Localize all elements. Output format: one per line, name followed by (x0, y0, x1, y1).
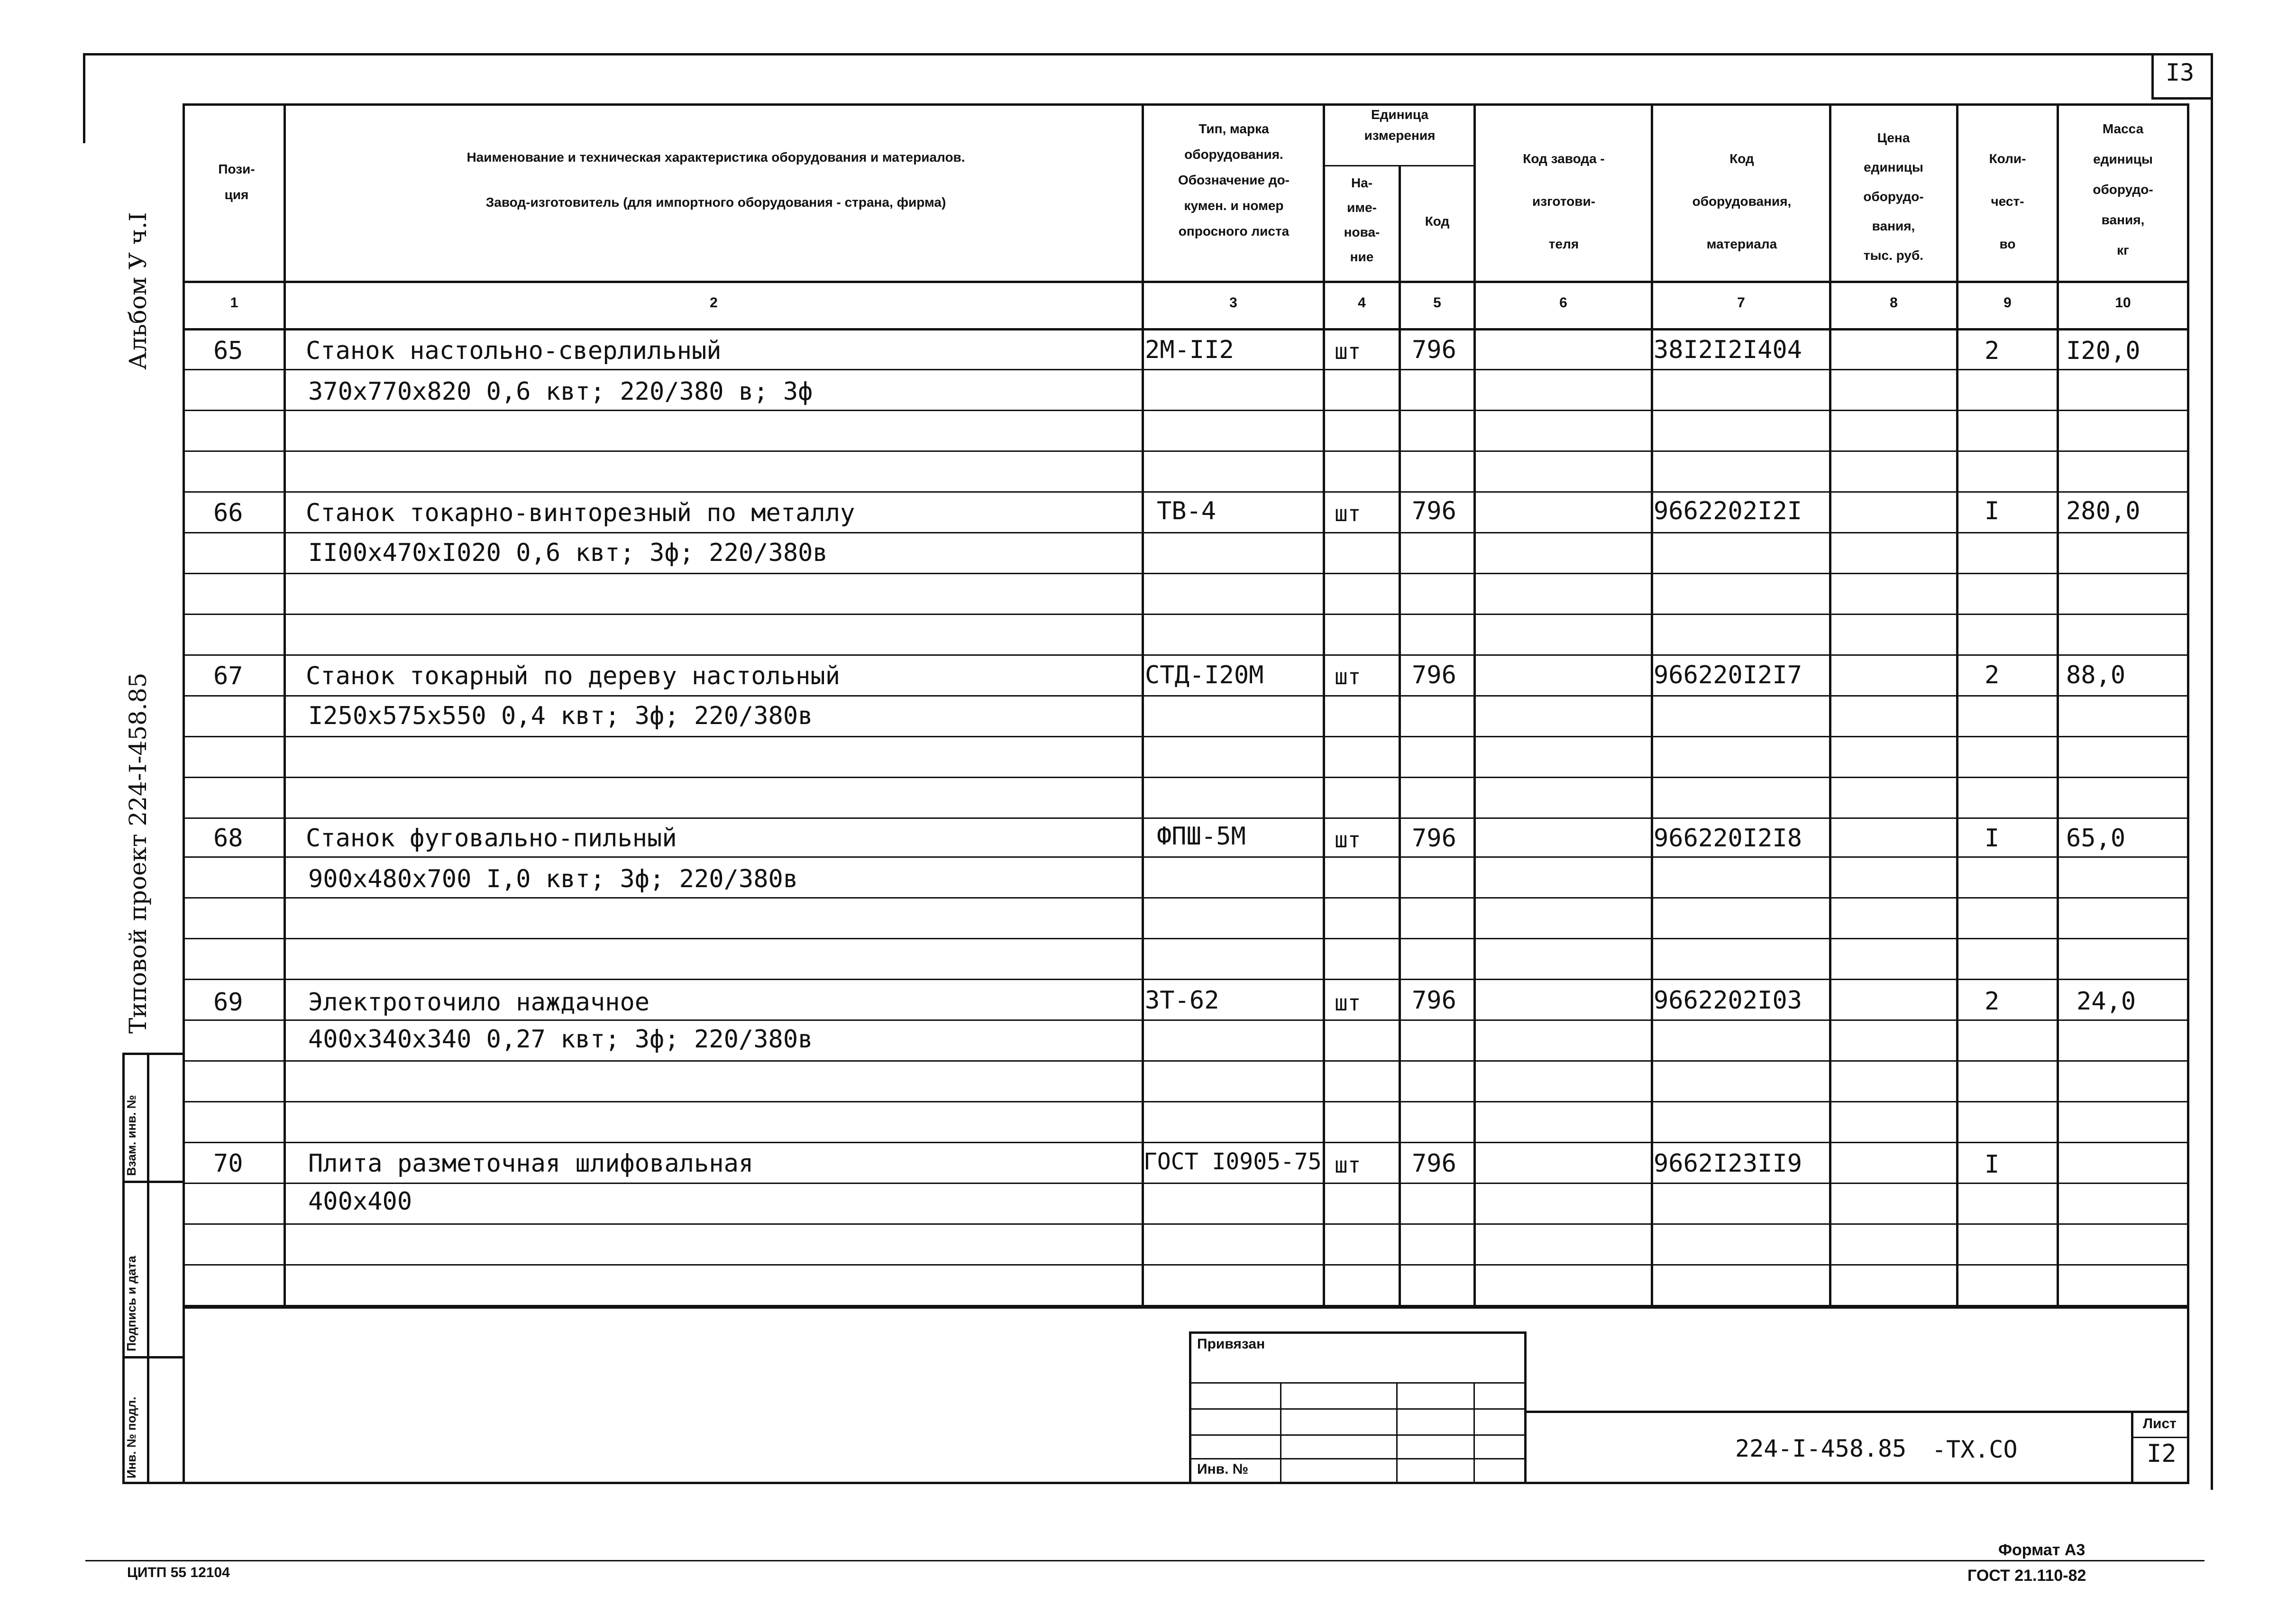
colnum-3: 3 (1229, 295, 1237, 311)
row-separator (183, 1142, 2188, 1143)
colnum-7: 7 (1737, 295, 1745, 311)
unit-cell: шт (1335, 501, 1361, 526)
row-separator (183, 777, 2188, 778)
col-line-9 (2057, 103, 2059, 1308)
stamp-label-inv-original: Инв. № подл. (124, 1396, 138, 1478)
colnum-8: 8 (1890, 295, 1898, 311)
colnum-9: 9 (2003, 295, 2012, 311)
position-cell: 67 (213, 662, 243, 690)
mass-cell: 280,0 (2066, 497, 2140, 525)
row-separator (183, 1223, 2188, 1225)
header-col10: Масса единицы оборудо- вания, кг (2093, 121, 2153, 257)
spec-cell: 900x480x700 I,0 квт; 3ф; 220/380в (308, 865, 798, 893)
type-cell: ГОСТ I0905-75 (1143, 1148, 1322, 1175)
equipment-code-cell: 9662I23II9 (1654, 1149, 1802, 1178)
project-label: Типовой проект 224-I-458.85 (124, 672, 152, 1034)
row-separator (183, 695, 2188, 697)
row-separator (183, 614, 2188, 615)
stamp-label-replaced-inv: Взам. инв. № (124, 1095, 138, 1176)
col-line-8 (1956, 103, 1958, 1308)
unit-code-cell: 796 (1412, 824, 1456, 853)
type-cell: СТД-I20М (1145, 661, 1264, 689)
quantity-cell: I (1985, 497, 2000, 525)
header-unit-group: Единица измерения (1364, 107, 1436, 143)
unit-code-cell: 796 (1412, 1149, 1456, 1178)
name-cell: Станок токарный по дереву настольный (306, 662, 841, 690)
position-cell: 68 (213, 824, 243, 853)
equipment-code-cell: 966220I2I7 (1654, 661, 1802, 689)
sheet-label: Лист (2143, 1416, 2177, 1431)
row-separator (183, 491, 2188, 493)
unit-code-cell: 796 (1412, 986, 1456, 1015)
stamp-divider-1 (122, 1181, 184, 1183)
unit-code-cell: 796 (1412, 497, 1456, 525)
col-line-2 (1142, 103, 1144, 1308)
quantity-cell: I (1985, 824, 2000, 853)
col-line-1 (284, 103, 286, 1308)
position-cell: 70 (213, 1149, 243, 1178)
table-top-border (183, 103, 2189, 106)
row-separator (183, 369, 2188, 370)
mass-cell: 65,0 (2066, 824, 2126, 853)
row-separator (183, 410, 2188, 411)
corner-box-bottom (2151, 97, 2213, 100)
spec-cell: II00x470xI020 0,6 квт; 3ф; 220/380в (308, 539, 828, 567)
unit-cell: шт (1335, 990, 1361, 1016)
spec-cell: 400x340x340 0,27 квт; 3ф; 220/380в (308, 1025, 813, 1054)
frame-top-line (83, 53, 2212, 55)
unit-code-cell: 796 (1412, 661, 1456, 689)
header-col2-line2: Завод-изготовитель (для импортного оборудования - страна, фирма) (485, 195, 946, 210)
equipment-code-cell: 38I2I2I404 (1654, 336, 1802, 364)
row-separator (183, 1183, 2188, 1184)
inv-number-label: Инв. № (1197, 1461, 1249, 1477)
document-code: 224-I-458.85 (1735, 1435, 1907, 1462)
footer-publisher: ЦИТП 55 12104 (127, 1565, 230, 1580)
album-label: Альбом У ч.I (124, 212, 152, 370)
unit-cell: шт (1335, 664, 1361, 689)
type-cell: ФПШ-5М (1157, 822, 1246, 851)
colnum-1: 1 (230, 295, 238, 311)
stamp-label-signature-date: Подпись и дата (124, 1256, 138, 1351)
colnum-4: 4 (1358, 295, 1366, 311)
row-separator (183, 450, 2188, 452)
name-cell: Станок фуговально-пильный (306, 824, 677, 853)
frame-right-line (2211, 53, 2213, 1490)
mass-cell: 24,0 (2076, 987, 2136, 1016)
type-cell: 2М-II2 (1145, 336, 1234, 364)
colnum-10: 10 (2115, 295, 2131, 311)
spec-cell: 400x400 (308, 1187, 412, 1216)
stamp-inner-line (147, 1053, 149, 1483)
unit-cell: шт (1335, 827, 1361, 853)
name-cell: Станок токарно-винторезный по металлу (306, 499, 855, 527)
header-col2-line1: Наименование и техническая характеристика оборудования и материалов. (467, 150, 965, 165)
column-number-row-bottom (183, 328, 2189, 330)
row-separator (183, 736, 2188, 737)
row-separator (183, 573, 2188, 574)
header-col9: Коли- чест- во (1989, 151, 2026, 251)
position-cell: 69 (213, 988, 243, 1017)
frame-left-line (83, 53, 85, 143)
header-col4: На- име- нова- ние (1344, 175, 1380, 264)
unit-code-cell: 796 (1412, 336, 1456, 364)
stamp-divider-2 (122, 1356, 184, 1358)
table-bottom-border (183, 1482, 2189, 1484)
position-cell: 65 (213, 337, 243, 365)
col-line-6 (1651, 103, 1653, 1308)
header-col6: Код завода - изготови- теля (1523, 151, 1605, 251)
equipment-code-cell: 966220I2I8 (1654, 824, 1802, 853)
name-cell: Плита разметочная шлифовальная (308, 1149, 754, 1178)
row-separator (183, 1101, 2188, 1102)
footer-line (85, 1560, 2205, 1561)
equipment-code-cell: 9662202I03 (1654, 986, 1802, 1015)
header-bottom-line (183, 281, 2189, 283)
mass-cell: I20,0 (2066, 337, 2140, 365)
row-separator (183, 856, 2188, 858)
position-cell: 66 (213, 499, 243, 527)
type-cell: ТВ-4 (1157, 497, 1217, 525)
table-right-border (2187, 103, 2189, 1483)
spec-cell: I250x575x550 0,4 квт; 3ф; 220/380в (308, 702, 813, 730)
row-separator (183, 532, 2188, 533)
row-separator (183, 897, 2188, 899)
row-separator (183, 938, 2188, 939)
row-separator (183, 1019, 2188, 1021)
colnum-5: 5 (1433, 295, 1441, 311)
row-separator (183, 979, 2188, 980)
unit-cell: шт (1335, 1152, 1361, 1178)
binding-label: Привязан (1197, 1336, 1265, 1352)
footer-format: Формат А3 (1998, 1541, 2086, 1559)
corner-box-left (2151, 53, 2154, 100)
header-col3: Тип, марка оборудования. Обозначение до- кумен. и номер опросного листа (1178, 121, 1290, 239)
quantity-cell: 2 (1985, 987, 2000, 1016)
stamp-column-top (122, 1053, 184, 1055)
stamp-column-bottom (122, 1482, 184, 1484)
row-separator (183, 1060, 2188, 1062)
name-cell: Электроточило наждачное (308, 988, 650, 1017)
document-suffix: -ТХ.СО (1932, 1436, 2018, 1463)
title-block-top-line (1524, 1411, 2188, 1413)
quantity-cell: 2 (1985, 337, 2000, 365)
header-col8: Цена единицы оборудо- вания, тыс. руб. (1863, 130, 1924, 263)
equipment-code-cell: 9662202I2I (1654, 497, 1802, 525)
sheet-corner-number: I3 (2166, 59, 2195, 86)
type-cell: ЗТ-62 (1145, 986, 1219, 1015)
quantity-cell: I (1985, 1150, 2000, 1179)
colnum-6: 6 (1559, 295, 1567, 311)
sheet-number: I2 (2147, 1440, 2177, 1468)
row-separator (183, 817, 2188, 819)
body-bottom-line (183, 1306, 2189, 1309)
footer-gost: ГОСТ 21.110-82 (1967, 1567, 2086, 1585)
unit-cell: шт (1335, 339, 1361, 364)
quantity-cell: 2 (1985, 661, 2000, 689)
header-col7: Код оборудования, материала (1692, 151, 1792, 251)
spec-cell: 370x770x820 0,6 квт; 220/380 в; 3ф (308, 377, 813, 406)
row-separator (183, 1264, 2188, 1266)
header-col5: Код (1425, 214, 1450, 229)
mass-cell: 88,0 (2066, 661, 2126, 689)
row-separator (183, 654, 2188, 656)
col-line-7 (1829, 103, 1831, 1308)
colnum-2: 2 (710, 295, 718, 311)
header-col1: Пози- ция (218, 162, 255, 202)
col-line-5 (1473, 103, 1476, 1308)
row-separator (183, 1305, 2188, 1306)
name-cell: Станок настольно-сверлильный (306, 337, 722, 365)
col-line-3 (1323, 103, 1325, 1308)
